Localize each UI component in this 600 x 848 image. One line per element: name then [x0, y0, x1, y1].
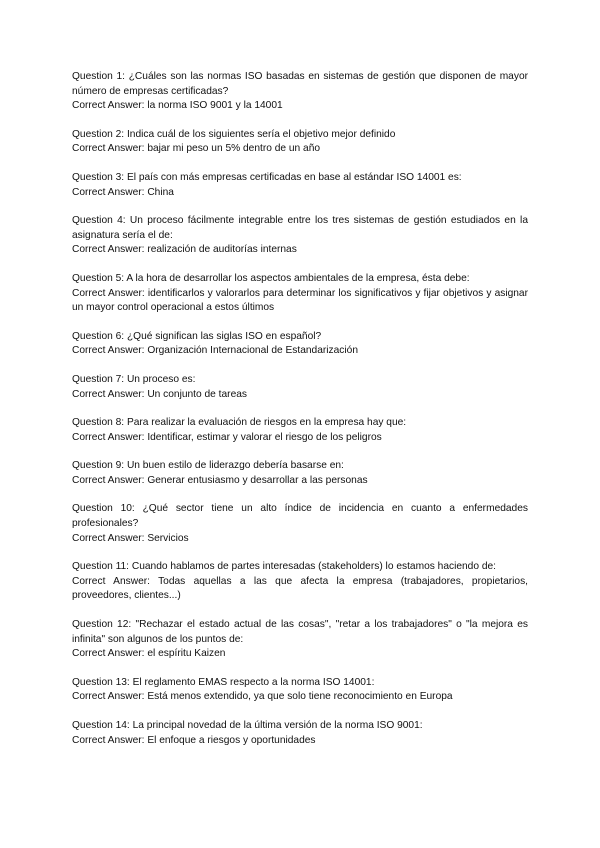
qa-item-1 — [72, 70, 528, 114]
question-text: Para realizar la evaluación de riesgos en la empresa hay que: — [126, 417, 407, 429]
qa-item-9 — [72, 459, 528, 488]
qa-item-12 — [72, 618, 528, 662]
question-6 — [72, 330, 528, 345]
question-text: Un buen estilo de liderazgo debería basarse en: — [126, 460, 344, 472]
answer-prefix: Correct Answer: — [72, 431, 145, 443]
question-label: Question 3: — [72, 171, 125, 183]
answer-text: el espíritu Kaizen — [147, 648, 226, 660]
answer-text: Generar entusiasmo y desarrollar a las personas — [147, 474, 368, 486]
question-14 — [72, 719, 528, 734]
answer-prefix: Correct Answer: — [72, 532, 145, 544]
question-text: "Rechazar el estado actual de las cosas", "retar a los trabajadores" o "la mejora es infinita" son algunos de los puntos de: — [72, 619, 528, 645]
question-text: La principal novedad de la última versión de la norma ISO 9001: — [132, 720, 423, 731]
answer-10 — [72, 532, 528, 547]
answer-prefix: Correct Answer: — [72, 648, 145, 660]
answer-text: El enfoque a riesgos y oportunidades — [147, 734, 316, 746]
question-text: ¿Qué sector tiene un alto índice de incidencia en cuanto a enfermedades profesionales? — [72, 503, 528, 530]
answer-text: Servicios — [147, 532, 189, 544]
question-10 — [72, 502, 528, 531]
question-1 — [72, 70, 528, 99]
answer-5 — [72, 287, 528, 316]
answer-prefix: Correct Answer: — [72, 287, 145, 299]
question-text: A la hora de desarrollar los aspectos ambientales de la empresa, ésta debe: — [126, 272, 470, 284]
document-page — [72, 70, 528, 762]
question-3 — [72, 171, 528, 186]
qa-item-2 — [72, 128, 528, 157]
answer-prefix: Correct Answer: — [72, 100, 145, 112]
question-text: ¿Cuáles son las normas ISO basadas en sistemas de gestión que disponen de mayor número de empresas certificadas? — [72, 71, 528, 97]
question-9 — [72, 459, 528, 474]
qa-item-6 — [72, 330, 528, 359]
answer-4 — [72, 243, 528, 258]
answer-text: Está menos extendido, ya que solo tiene reconocimiento en Europa — [147, 691, 453, 703]
qa-item-3 — [72, 171, 528, 200]
answer-text: Un conjunto de tareas — [147, 388, 247, 400]
answer-text: Organización Internacional de Estandarización — [147, 345, 358, 357]
question-label: Question 8: — [72, 417, 125, 429]
question-text: Indica cuál de los siguientes sería el objetivo mejor definido — [126, 128, 396, 140]
question-13 — [72, 676, 528, 691]
answer-9 — [72, 474, 528, 489]
answer-prefix: Correct Answer: — [72, 734, 145, 746]
question-text: El reglamento EMAS respecto a la norma ISO 14001: — [132, 676, 375, 688]
qa-item-5 — [72, 272, 528, 316]
answer-14 — [72, 734, 528, 749]
answer-11 — [72, 575, 528, 604]
question-5 — [72, 272, 528, 287]
answer-1 — [72, 99, 528, 114]
answer-prefix: Correct Answer: — [72, 186, 145, 198]
qa-item-10 — [72, 502, 528, 546]
answer-8 — [72, 431, 528, 446]
qa-item-4 — [72, 214, 528, 258]
qa-item-8 — [72, 416, 528, 445]
question-label: Question 1: — [72, 71, 125, 82]
question-text: Un proceso es: — [126, 373, 196, 385]
question-7 — [72, 373, 528, 388]
answer-13 — [72, 690, 528, 705]
answer-3 — [72, 186, 528, 201]
qa-item-13 — [72, 676, 528, 705]
answer-prefix: Correct Answer: — [72, 691, 145, 703]
answer-prefix: Correct Answer: — [72, 143, 145, 155]
qa-item-7 — [72, 373, 528, 402]
question-text: ¿Qué significan las siglas ISO en español? — [126, 330, 322, 342]
question-4 — [72, 214, 528, 243]
answer-prefix: Correct Answer: — [72, 474, 145, 486]
answer-text: Identificar, estimar y valorar el riesgo de los peligros — [147, 431, 382, 443]
answer-7 — [72, 388, 528, 403]
answer-prefix: Correct Answer: — [72, 575, 150, 587]
question-11 — [72, 560, 528, 575]
question-label: Question 14: — [72, 720, 130, 731]
question-12 — [72, 618, 528, 647]
question-8 — [72, 416, 528, 431]
question-label: Question 9: — [72, 460, 125, 472]
qa-item-14 — [72, 719, 528, 748]
answer-prefix: Correct Answer: — [72, 345, 145, 357]
question-text: Un proceso fácilmente integrable entre los tres sistemas de gestión estudiados en la asignatura sería el de: — [72, 215, 528, 241]
question-label: Question 13: — [72, 676, 130, 688]
answer-12 — [72, 647, 528, 662]
question-label: Question 6: — [72, 330, 125, 342]
qa-item-11 — [72, 560, 528, 604]
question-label: Question 4: — [72, 215, 126, 227]
question-text: El país con más empresas certificadas en base al estándar ISO 14001 es: — [126, 171, 462, 183]
question-label: Question 5: — [72, 272, 125, 284]
question-2 — [72, 128, 528, 143]
answer-prefix: Correct Answer: — [72, 244, 145, 256]
answer-prefix: Correct Answer: — [72, 388, 145, 400]
answer-text: China — [147, 186, 174, 198]
answer-text: bajar mi peso un 5% dentro de un año — [147, 143, 321, 155]
question-label: Question 11: — [72, 561, 130, 573]
answer-text: identificarlos y valorarlos para determinar los significativos y fijar objetivos y asignar un mayor control operacional a estos últimos — [72, 287, 528, 314]
question-text: Cuando hablamos de partes interesadas (stakeholders) lo estamos haciendo de: — [131, 561, 496, 573]
question-label: Question 12: — [72, 619, 132, 631]
answer-text: la norma ISO 9001 y la 14001 — [147, 100, 283, 112]
answer-2 — [72, 142, 528, 157]
answer-text: Todas aquellas a las que afecta la empresa (trabajadores, propietarios, proveedores, clientes...) — [72, 575, 528, 602]
question-label: Question 2: — [72, 128, 125, 140]
question-label: Question 10: — [72, 503, 135, 515]
answer-text: realización de auditorías internas — [147, 244, 297, 256]
question-label: Question 7: — [72, 373, 125, 385]
answer-6 — [72, 344, 528, 359]
